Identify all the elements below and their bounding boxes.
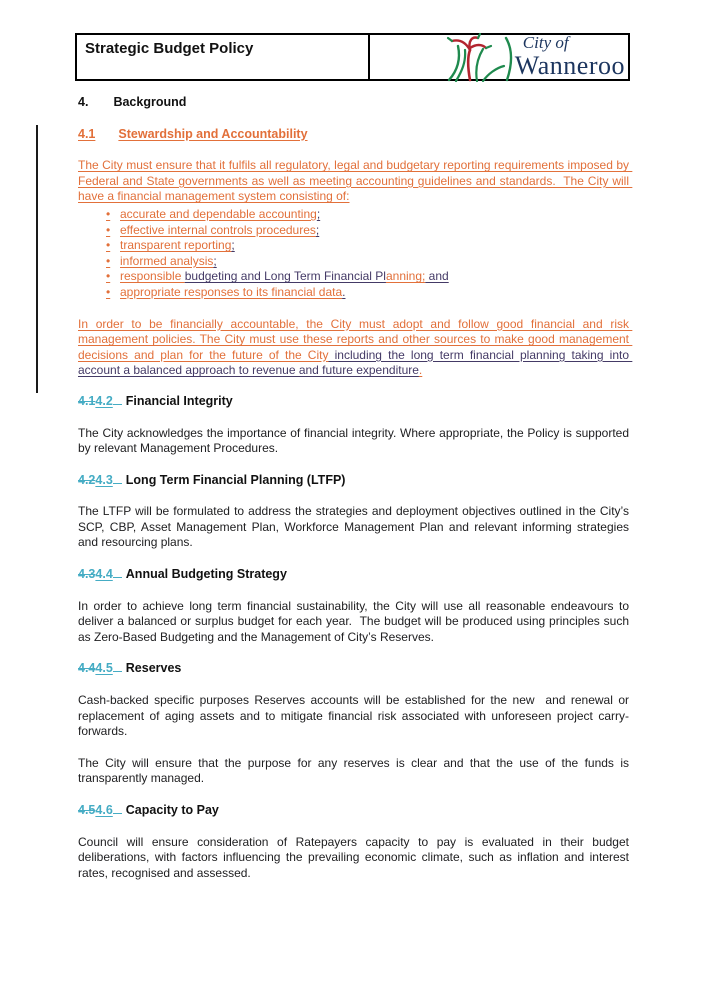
- org-logo: [441, 32, 625, 82]
- header-title-cell: [77, 35, 370, 79]
- heading-reserves: [78, 661, 629, 677]
- bullet-text: anning;: [385, 269, 426, 284]
- heading-ltfp: [78, 473, 629, 489]
- bullet-marker: •: [106, 253, 111, 268]
- old-number: 4.4: [78, 661, 96, 676]
- stewardship-closing-paragraph: [78, 316, 633, 379]
- bullet-item: [78, 285, 629, 301]
- new-number: 4.3: [95, 472, 113, 487]
- bullet-text: ;: [315, 222, 320, 237]
- heading-tab: [113, 568, 122, 578]
- stewardship-bullet-list: [78, 207, 629, 301]
- tracked-change-bar: [36, 125, 38, 393]
- heading-background: [78, 95, 629, 111]
- bullet-text: and: [425, 269, 449, 284]
- heading-title: Annual Budgeting Strategy: [125, 567, 287, 582]
- bullet-marker: •: [106, 206, 111, 221]
- inserted-text-orange: In order to be financially accountable, the City must adopt and follow good financial and risk management policies. The City must use these reports and other sources to make good management decisions and plan for the future of the City: [78, 316, 633, 362]
- heading-background-number: 4.: [78, 95, 89, 109]
- bullet-text: accurate and dependable accounting: [120, 206, 317, 221]
- heading-tab: [113, 473, 122, 483]
- heading-financial-integrity: [78, 394, 629, 410]
- financial-integrity-paragraph: The City acknowledges the importance of financial integrity. Where appropriate, the Policy is supported by relevant Management Procedures.: [78, 425, 633, 456]
- new-number: 4.2: [95, 393, 113, 408]
- ltfp-paragraph: The LTFP will be formulated to address the strategies and deployment objectives outlined in the City’s SCP, CBP, Asset Management Plan, Workforce Management Plan and relevant informing strategies and resourcing plans.: [78, 504, 633, 550]
- bullet-marker: •: [106, 284, 111, 299]
- bullet-item: [78, 238, 629, 254]
- old-number: 4.2: [78, 472, 96, 487]
- stewardship-intro-paragraph: The City must ensure that it fulfils all regulatory, legal and budgetary reporting requirements imposed by Federal and State governments as well as meeting accounting guidelines and standards. The City will have a financial management system consisting of:: [78, 158, 633, 204]
- inserted-text-orange: .: [418, 363, 423, 378]
- bullet-text: responsible: [120, 269, 185, 284]
- old-number: 4.5: [78, 803, 96, 817]
- reserves-paragraph-1: Cash-backed specific purposes Reserves accounts will be established for the new and renewal or replacement of aging assets and to mitigate financial risk associated with unforeseen project carry-forwards.: [78, 693, 633, 739]
- bullet-text: .: [342, 284, 346, 299]
- capacity-to-pay-paragraph: Council will ensure consideration of Ratepayers capacity to pay is evaluated in their budget deliberations, with factors influencing the prevailing economic climate, such as inflation and interest rates, recognised and assessed.: [78, 834, 633, 880]
- heading-title: Capacity to Pay: [125, 803, 219, 817]
- heading-title: Reserves: [125, 661, 182, 676]
- heading-tab: [113, 395, 122, 405]
- kangaroo-paw-plant-icon: [441, 32, 513, 82]
- page-title: Strategic Budget Policy: [85, 40, 254, 57]
- bullet-text: transparent reporting: [120, 238, 232, 253]
- annual-budgeting-paragraph: In order to achieve long term financial sustainability, the City will use all reasonable endeavours to deliver a balanced or surplus budget for each year. The budget will be produced using principles such as Zero-Based Budgeting and the Management of City’s Reserves.: [78, 598, 633, 644]
- bullet-text: ;: [316, 206, 321, 221]
- heading-stewardship: [78, 127, 629, 143]
- heading-tab: [113, 662, 122, 672]
- bullet-marker: •: [106, 238, 111, 253]
- heading-title: Long Term Financial Planning (LTFP): [125, 472, 346, 487]
- bullet-item: [78, 269, 629, 285]
- document-body: [78, 95, 633, 897]
- heading-stewardship-title: Stewardship and Accountability: [118, 126, 308, 141]
- logo-text: [515, 34, 625, 79]
- bullet-text: ;: [213, 253, 217, 268]
- heading-title: Financial Integrity: [125, 393, 233, 408]
- bullet-text: appropriate responses to its financial data: [120, 284, 343, 299]
- bullet-text: informed analysis: [120, 253, 214, 268]
- heading-annual-budgeting: [78, 567, 629, 583]
- heading-background-title: Background: [113, 95, 187, 109]
- header-logo-cell: [370, 35, 628, 79]
- logo-wanneroo: Wanneroo: [514, 51, 625, 80]
- new-number: 4.5: [95, 661, 113, 676]
- bullet-text: budgeting and Long Term Financial Pl: [184, 269, 386, 284]
- heading-tab: [113, 804, 122, 814]
- new-number: 4.4: [95, 567, 113, 582]
- bullet-text: ;: [231, 238, 235, 253]
- new-number: 4.6: [95, 803, 113, 817]
- bullet-text: effective internal controls procedures: [120, 222, 316, 237]
- bullet-marker: •: [106, 222, 111, 237]
- heading-capacity-to-pay: [78, 803, 629, 819]
- logo-city-of: City of: [522, 33, 569, 52]
- old-number: 4.3: [78, 567, 96, 582]
- old-number: 4.1: [78, 393, 96, 408]
- bullet-item: [78, 207, 629, 223]
- reserves-paragraph-2: The City will ensure that the purpose for any reserves is clear and that the use of the funds is transparently managed.: [78, 755, 633, 786]
- bullet-item: [78, 254, 629, 270]
- inserted-text-purple: including the long term financial planning taking into account a balanced approach to revenue and future expenditure: [78, 347, 633, 378]
- bullet-item: [78, 223, 629, 239]
- header-table: [75, 33, 630, 81]
- bullet-marker: •: [106, 269, 111, 284]
- heading-stewardship-number: 4.1: [78, 126, 96, 141]
